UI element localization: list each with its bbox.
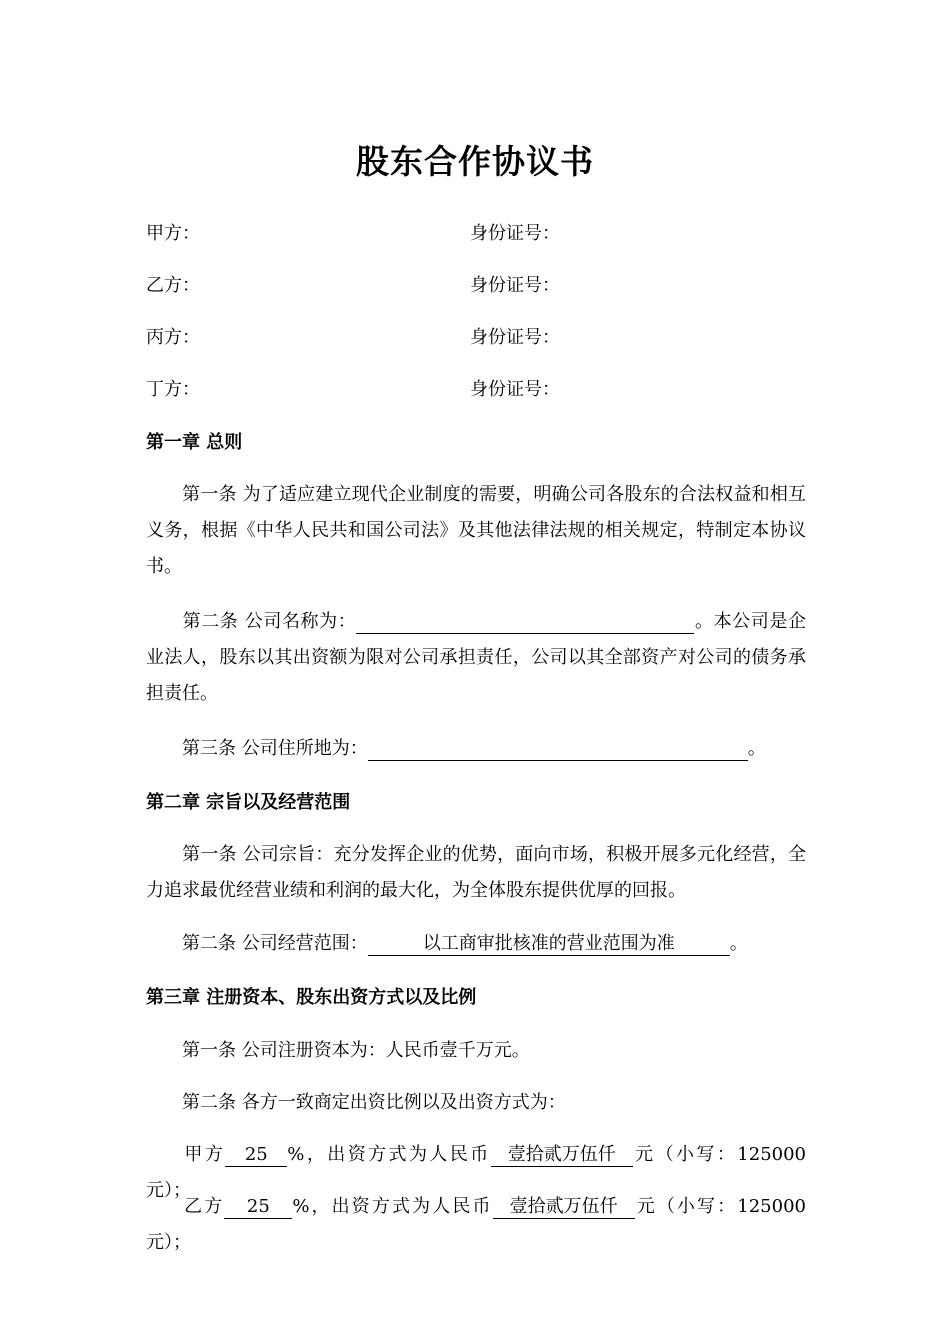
chapter-3-heading: 第三章 注册资本、股东出资方式以及比例	[146, 987, 477, 1008]
contribution-a-amount: 壹拾贰万伍仟	[491, 1144, 633, 1167]
party-c-id-label: 身份证号：	[470, 327, 560, 348]
chapter-3-article-1	[146, 1033, 806, 1069]
party-c-label: 丙方：	[146, 327, 200, 348]
company-name-blank	[356, 611, 694, 634]
contribution-b-mid: %，出资方式为人民币	[292, 1196, 493, 1217]
party-b-label: 乙方：	[146, 275, 200, 296]
contribution-a-party: 甲方	[182, 1144, 226, 1165]
party-d-label: 丁方：	[146, 379, 200, 400]
company-address-blank	[368, 738, 748, 761]
contribution-b-party: 乙方	[182, 1196, 225, 1217]
contribution-b-tail: 元（小写：125000 元）；	[146, 1196, 806, 1253]
chapter-2-article-2-suffix: 。	[729, 933, 748, 954]
chapter-2-article-1	[146, 837, 806, 909]
chapter-1-article-3-prefix: 第三条 公司住所地为：	[182, 738, 368, 759]
contribution-a-tail: 元（小写：125000 元）；	[146, 1144, 806, 1201]
business-scope-value: 以工商审批核准的营业范围为准	[368, 933, 730, 956]
chapter-2-article-1-text: 第一条 公司宗旨：充分发挥企业的优势，面向市场，积极开展多元化经营，全力追求最优经营业绩和利润的最大化，为全体股东提供优厚的回报。	[146, 844, 806, 901]
contribution-a-mid: %，出资方式为人民币	[287, 1144, 491, 1165]
chapter-3-article-2-text: 第二条 各方一致商定出资比例以及出资方式为：	[182, 1092, 566, 1113]
chapter-2-article-2-prefix: 第二条 公司经营范围：	[182, 933, 368, 954]
chapter-1-heading: 第一章 总则	[146, 432, 243, 453]
contribution-b-percent: 25	[224, 1196, 292, 1219]
chapter-1-article-2-prefix: 第二条 公司名称为：	[182, 611, 357, 632]
chapter-1-article-2	[146, 604, 806, 712]
party-b-id-label: 身份证号：	[470, 275, 560, 296]
chapter-1-article-1-text: 第一条 为了适应建立现代企业制度的需要，明确公司各股东的合法权益和相互义务，根据《中华人民共和国公司法》及其他法律法规的相关规定，特制定本协议书。	[146, 484, 806, 577]
chapter-3-article-1-text: 第一条 公司注册资本为：人民币壹千万元。	[182, 1040, 530, 1061]
contribution-b-amount: 壹拾贰万伍仟	[493, 1196, 635, 1219]
document-title: 股东合作协议书	[356, 142, 594, 181]
chapter-2-heading: 第二章 宗旨以及经营范围	[146, 792, 351, 813]
chapter-1-article-1	[146, 477, 806, 585]
chapter-1-article-2-suffix: 。本公司是企业法人，股东以其出资额为限对公司承担责任，公司以其全部资产对公司的债务承担责任。	[146, 611, 806, 704]
chapter-3-article-2	[146, 1085, 806, 1121]
chapter-2-article-2	[146, 926, 806, 962]
party-a-label: 甲方：	[146, 223, 200, 244]
chapter-1-article-3	[146, 731, 806, 767]
contribution-a-percent: 25	[225, 1144, 287, 1167]
party-d-id-label: 身份证号：	[470, 379, 560, 400]
chapter-1-article-3-suffix: 。	[747, 738, 766, 759]
party-a-id-label: 身份证号：	[470, 223, 560, 244]
contribution-row-b	[146, 1189, 806, 1261]
